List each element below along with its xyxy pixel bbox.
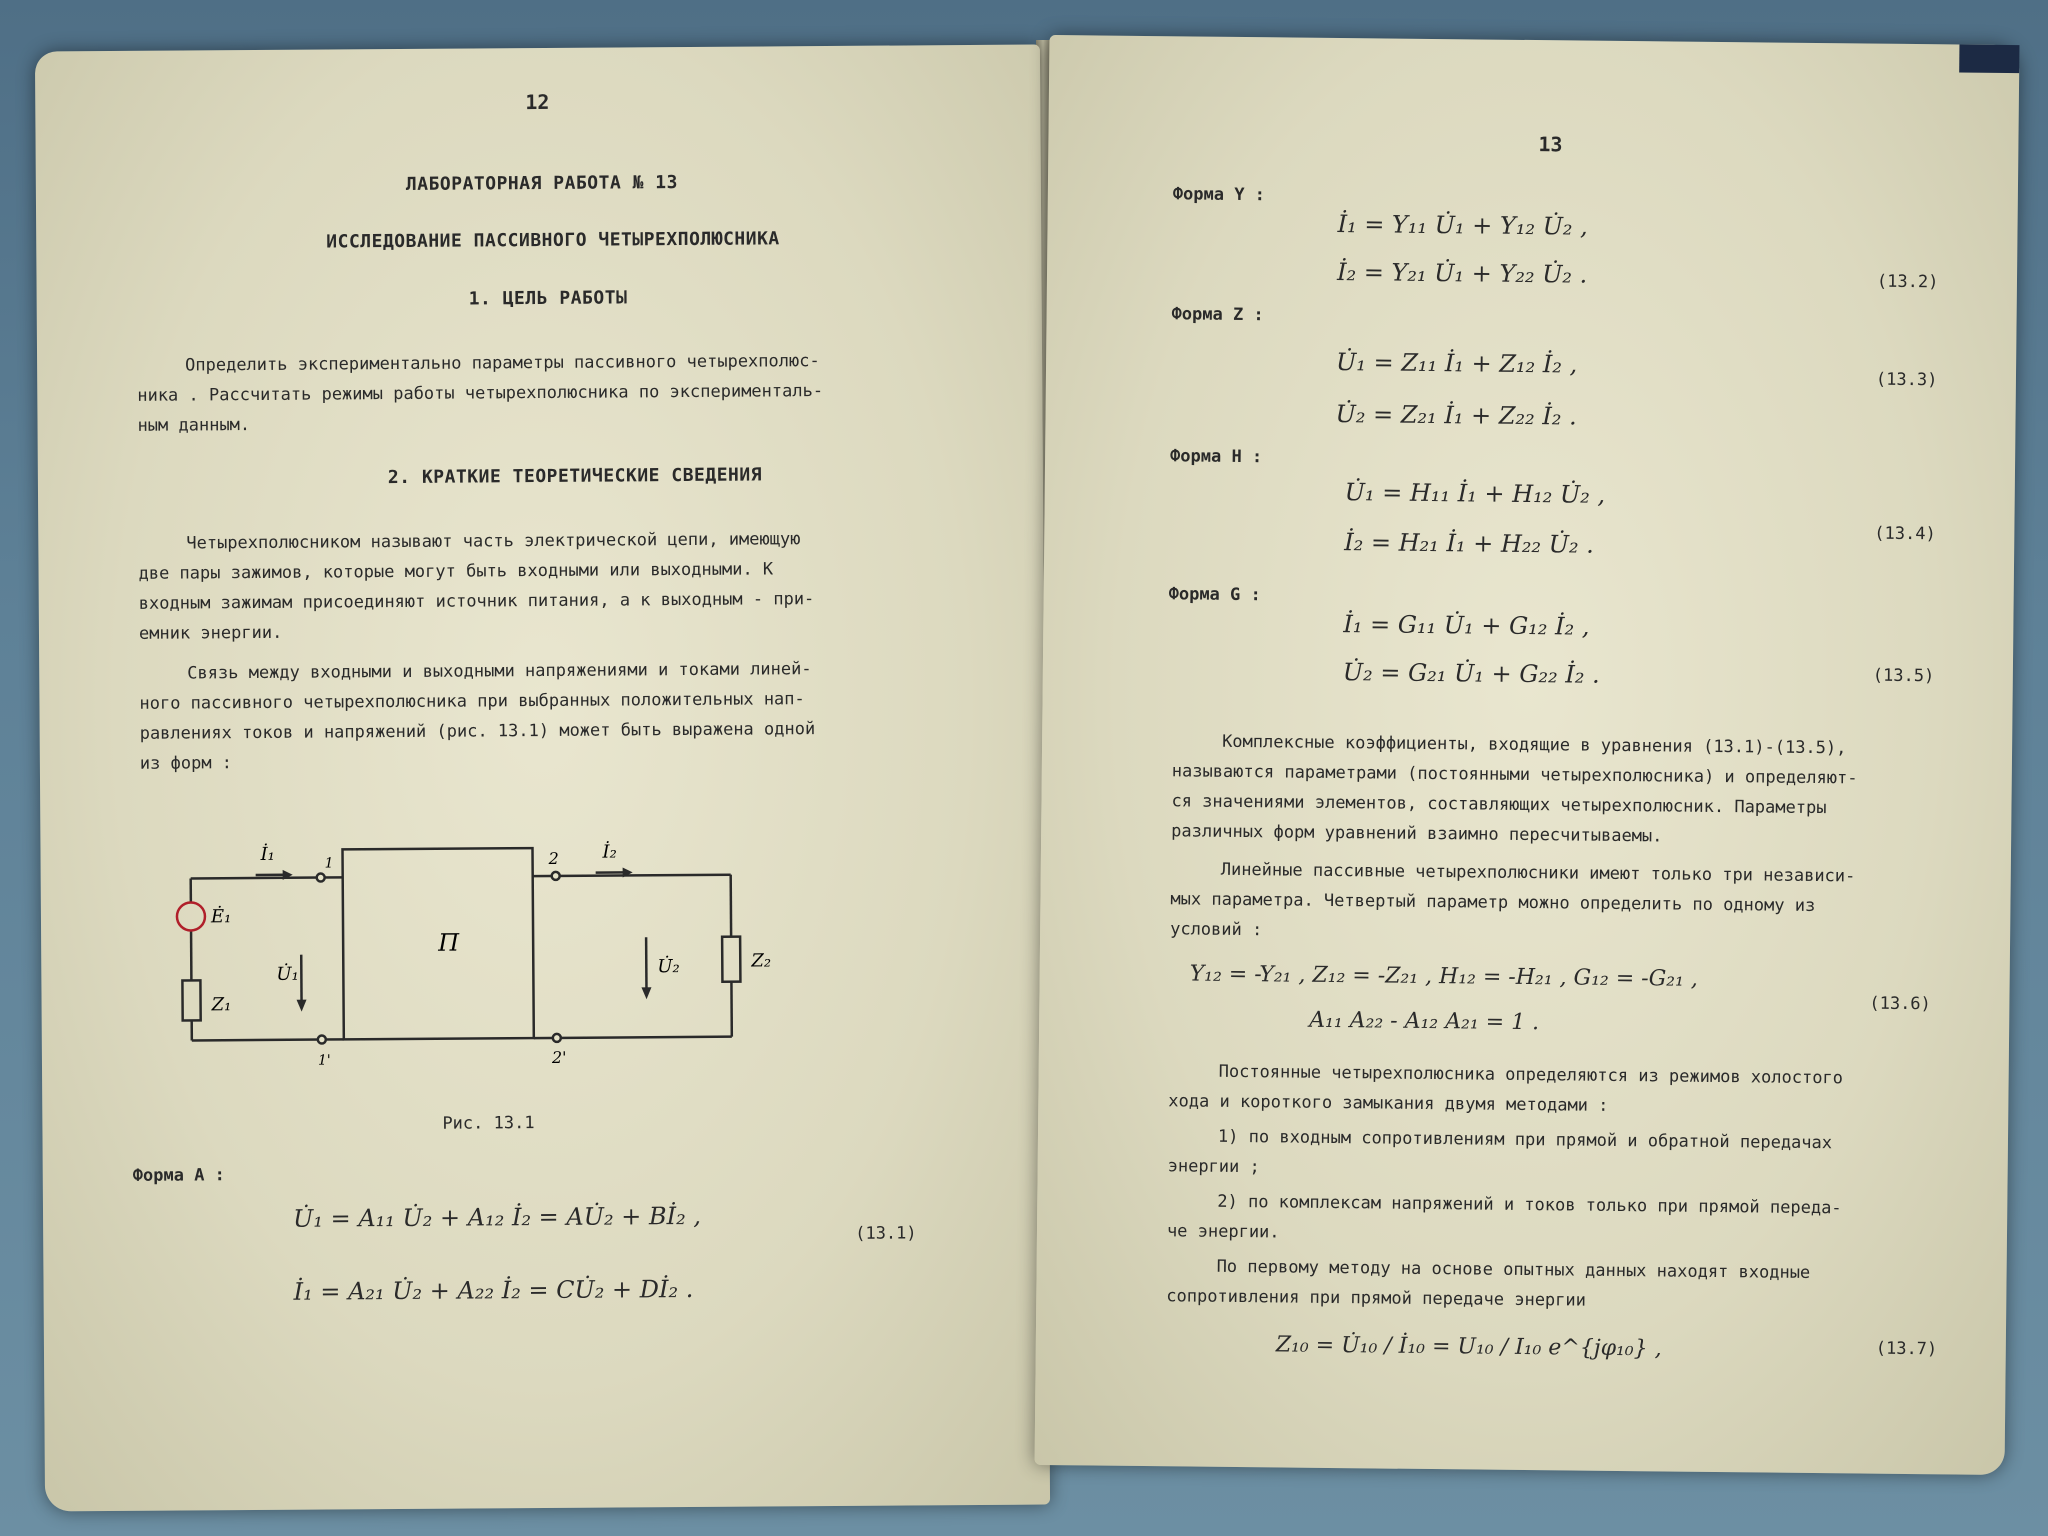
equation-conditions-1: Y₁₂ = -Y₂₁ , Z₁₂ = -Z₂₁ , H₁₂ = -H₂₁ , G₁₂ = -G₂₁ , xyxy=(1189,961,1698,992)
equation-z2: U̇₂ = Z₂₁ İ₁ + Z₂₂ İ₂ . xyxy=(1335,399,1577,431)
lab-title: ЛАБОРАТОРНАЯ РАБОТА № 13 xyxy=(405,172,679,195)
right-page xyxy=(1035,35,2020,1475)
left-page xyxy=(35,45,1050,1512)
equation-g1: İ₁ = G₁₁ U̇₁ + G₁₂ İ₂ , xyxy=(1343,610,1590,641)
equation-z1: U̇₁ = Z₁₁ İ₁ + Z₁₂ İ₂ , xyxy=(1335,347,1578,379)
terminal-2: 2 xyxy=(548,848,559,868)
equation-number: (13.2) xyxy=(1876,271,1939,293)
equation-number: (13.5) xyxy=(1872,665,1935,687)
equation-number: (13.6) xyxy=(1869,993,1931,1015)
method2-line: че энергии. xyxy=(1166,1221,1280,1243)
terminal-1: 1 xyxy=(324,855,334,872)
para2-line: Связь между входными и выходными напряжениями и токами линей- xyxy=(187,659,812,684)
figure-caption: Рис. 13.1 xyxy=(442,1113,535,1134)
para1-line: Четырехполюсником называют часть электрической цепи, имеющую xyxy=(186,529,801,554)
section1-line: Определить экспериментально параметры пассивного четырехполюс- xyxy=(185,351,820,376)
section1-line: ным данным. xyxy=(137,415,251,436)
right-para2-line: условий : xyxy=(1170,919,1263,941)
right-page-number: 13 xyxy=(1538,132,1563,157)
equation-conditions-2: A₁₁ A₂₂ - A₁₂ A₂₁ = 1 . xyxy=(1309,1007,1540,1036)
terminal-1-prime: 1' xyxy=(317,1052,331,1069)
right-para4-line: По первому методу на основе опытных данных находят входные xyxy=(1216,1256,1811,1283)
para2-line: ного пассивного четырехполюсника при выбранных положительных нап- xyxy=(139,689,805,714)
equation-y2: İ₂ = Y₂₁ U̇₁ + Y₂₂ U̇₂ . xyxy=(1336,257,1588,289)
source-icon xyxy=(177,902,205,930)
equation-number: (13.3) xyxy=(1875,369,1938,391)
equation-number: (13.1) xyxy=(855,1223,917,1244)
box-label: П xyxy=(438,928,460,957)
equation-h2: İ₂ = H₂₁ İ₁ + H₂₂ U̇₂ . xyxy=(1344,528,1595,559)
current-2-label: İ₂ xyxy=(602,841,617,863)
equation-y1: İ₁ = Y₁₁ U̇₁ + Y₁₂ U̇₂ , xyxy=(1337,209,1588,241)
voltage-1-label: U̇₁ xyxy=(276,963,299,985)
right-para1-line: Комплексные коэффициенты, входящие в уравнения (13.1)-(13.5), xyxy=(1222,731,1847,759)
form-y-label: Форма Y : xyxy=(1172,184,1266,206)
equation-a1: U̇₁ = A₁₁ U̇₂ + A₁₂ İ₂ = AU̇₂ + Bİ₂ , xyxy=(292,1201,702,1233)
source-label: Ė₁ xyxy=(210,906,232,928)
current-1-label: İ₁ xyxy=(260,843,275,865)
method2-line: 2) по комплексам напряжений и токов только при прямой переда- xyxy=(1217,1191,1842,1219)
left-page-number: 12 xyxy=(525,89,550,115)
equation-h1: U̇₁ = H₁₁ İ₁ + H₁₂ U̇₂ , xyxy=(1344,478,1606,509)
page-tab xyxy=(1959,44,2019,73)
right-para1-line: различных форм уравнений взаимно пересчитываемы. xyxy=(1171,821,1663,847)
equation-a2: İ₁ = A₂₁ U̇₂ + A₂₂ İ₂ = CU̇₂ + Dİ₂ . xyxy=(293,1274,694,1306)
right-para1-line: называются параметрами (постоянными четырехполюсника) и определяют- xyxy=(1171,761,1858,789)
right-para4-line: сопротивления при прямой передаче энергии xyxy=(1166,1286,1587,1311)
right-para3-line: хода и короткого замыкания двумя методами : xyxy=(1168,1091,1609,1116)
form-h-label: Форма H : xyxy=(1170,446,1263,468)
section2-title: 2. КРАТКИЕ ТЕОРЕТИЧЕСКИЕ СВЕДЕНИЯ xyxy=(387,464,763,489)
para1-line: две пары зажимов, которые могут быть входными или выходными. К xyxy=(138,559,774,584)
para2-line: из форм : xyxy=(139,753,233,774)
z2-label: Z₂ xyxy=(751,950,772,972)
right-para2-line: Линейные пассивные четырехполюсники имеют только три независи- xyxy=(1220,859,1856,887)
lab-subtitle: ИССЛЕДОВАНИЕ ПАССИВНОГО ЧЕТЫРЕХПОЛЮСНИКА xyxy=(326,228,780,253)
voltage-2-label: U̇₂ xyxy=(657,956,680,978)
form-g-label: Форма G : xyxy=(1168,584,1261,606)
circuit-diagram xyxy=(170,786,792,1080)
right-para3-line: Постоянные четырехполюсника определяются из режимов холостого xyxy=(1218,1061,1844,1089)
method1-line: 1) по входным сопротивлениям при прямой и обратной передачах xyxy=(1217,1126,1833,1154)
section1-line: ника . Рассчитать режимы работы четырехполюсника по эксперименталь- xyxy=(137,381,824,406)
equation-input-impedance: Z₁₀ = U̇₁₀ / İ₁₀ = U₁₀ / I₁₀ e^{jφ₁₀} , xyxy=(1275,1332,1662,1362)
right-para2-line: мых параметра. Четвертый параметр можно определить по одному из xyxy=(1170,889,1816,917)
method1-line: энергии ; xyxy=(1167,1156,1260,1178)
para1-line: входным зажимам присоединяют источник питания, а к выходным - при- xyxy=(138,589,815,614)
form-a-label: Форма А : xyxy=(132,1165,225,1186)
form-z-label: Форма Z : xyxy=(1171,304,1264,326)
equation-number: (13.7) xyxy=(1875,1338,1938,1360)
equation-g2: U̇₂ = G₂₁ U̇₁ + G₂₂ İ₂ . xyxy=(1342,658,1600,689)
section1-title: 1. ЦЕЛЬ РАБОТЫ xyxy=(468,287,628,310)
para2-line: равлениях токов и напряжений (рис. 13.1) может быть выражена одной xyxy=(139,719,816,744)
para1-line: емник энергии. xyxy=(138,622,283,644)
z1-label: Z₁ xyxy=(211,994,232,1016)
terminal-2-prime: 2' xyxy=(551,1047,567,1067)
equation-number: (13.4) xyxy=(1874,523,1936,545)
right-para1-line: ся значениями элементов, составляющих четырехполюсник. Параметры xyxy=(1171,791,1827,819)
